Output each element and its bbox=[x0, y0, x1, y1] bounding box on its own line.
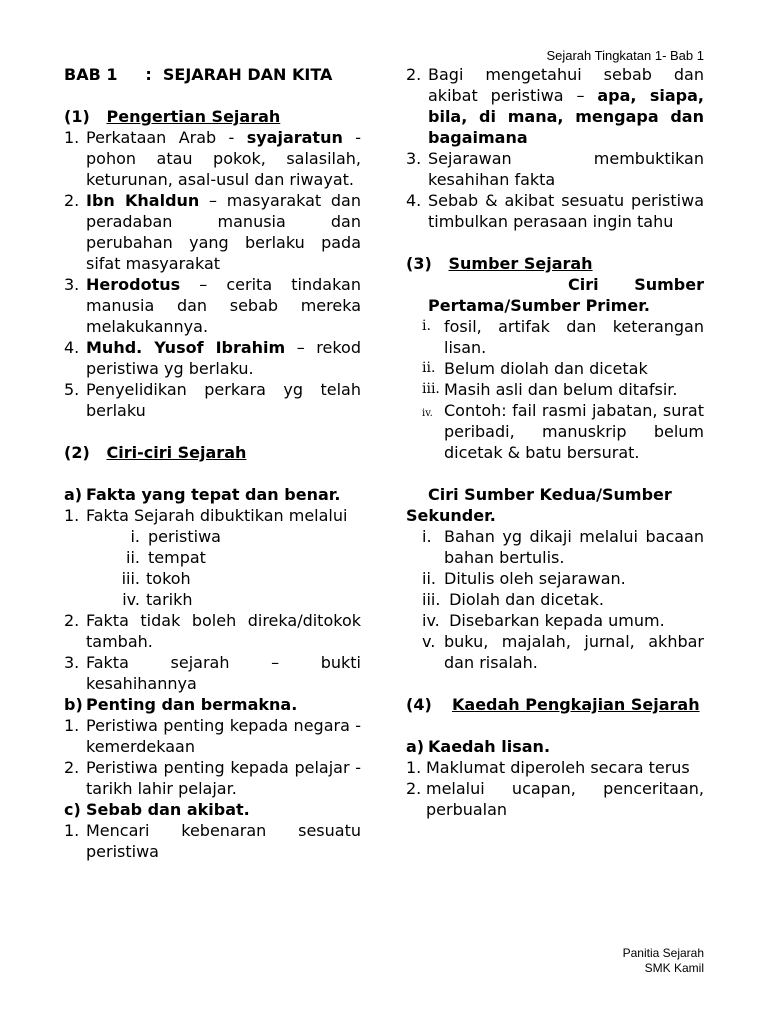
item-number: 4. bbox=[406, 191, 422, 210]
page-footer bbox=[623, 946, 704, 976]
sub-text: tokoh bbox=[146, 569, 191, 588]
item-text: Muhd. Yusof Ibrahim – rekod peristiwa yg berlaku. bbox=[86, 338, 361, 378]
sekunder-title: Ciri Sumber Kedua/Sumber Sekunder. bbox=[406, 485, 672, 525]
list-item bbox=[406, 379, 704, 400]
sub-label: c) bbox=[64, 800, 81, 819]
sub-text: Fakta yang tepat dan benar. bbox=[86, 485, 341, 504]
list-item bbox=[64, 337, 361, 379]
subheading-b bbox=[64, 694, 361, 715]
item-number: iii. bbox=[422, 381, 440, 397]
item-number: 3. bbox=[64, 275, 80, 294]
list-item bbox=[406, 64, 704, 148]
item-number: 5. bbox=[64, 380, 80, 399]
item-text: Peristiwa penting kepada pelajar - tarikh lahir pelajar. bbox=[86, 758, 361, 798]
item-number: 2. bbox=[64, 191, 80, 210]
sub-list-item bbox=[64, 589, 361, 610]
item-text: Fakta sejarah – bukti kesahihannya bbox=[86, 653, 361, 693]
list-item bbox=[64, 715, 361, 757]
sub-text: Sebab dan akibat. bbox=[86, 800, 250, 819]
list-item bbox=[406, 526, 704, 568]
section-title: Sumber Sejarah bbox=[448, 254, 593, 273]
item-number: 2. bbox=[64, 758, 80, 777]
sub-text: Kaedah lisan. bbox=[428, 737, 551, 756]
item-text: Belum diolah dan dicetak bbox=[444, 359, 648, 378]
section-heading-3 bbox=[406, 253, 704, 274]
item-number: 1. bbox=[64, 716, 80, 735]
item-text: Fakta tidak boleh direka/ditokok tambah. bbox=[86, 611, 361, 651]
item-text: Maklumat diperoleh secara terus bbox=[426, 758, 690, 777]
item-text: Peristiwa penting kepada negara - kemerdekaan bbox=[86, 716, 361, 756]
section-heading-4 bbox=[406, 694, 704, 715]
subheading-c bbox=[64, 799, 361, 820]
item-text: Ditulis oleh sejarawan. bbox=[444, 569, 626, 588]
sub-number: i. bbox=[130, 527, 140, 546]
list-item bbox=[64, 757, 361, 799]
item-text: Sebab & akibat sesuatu peristiwa timbulkan perasaan ingin tahu bbox=[428, 191, 704, 231]
sub-text: tarikh bbox=[146, 590, 193, 609]
chapter-name: SEJARAH DAN KITA bbox=[162, 65, 333, 84]
list-item bbox=[406, 400, 704, 463]
item-number: ii. bbox=[422, 569, 436, 588]
subheading-a bbox=[406, 736, 704, 757]
list-item bbox=[406, 631, 704, 673]
item-text: Disebarkan kepada umum. bbox=[444, 611, 665, 630]
sub-label: a) bbox=[406, 737, 425, 756]
list-item bbox=[406, 589, 704, 610]
subheading-a bbox=[64, 484, 361, 505]
item-number: ii. bbox=[422, 360, 436, 376]
item-number: iv. bbox=[422, 408, 433, 419]
footer-line-1: Panitia Sejarah bbox=[622, 946, 704, 960]
item-text: Ibn Khaldun – masyarakat dan peradaban manusia dan perubahan yang berlaku pada sifat masyarakat bbox=[86, 191, 362, 273]
section-number: (4) bbox=[406, 695, 432, 714]
sub-label: a) bbox=[64, 485, 83, 504]
list-item bbox=[406, 358, 704, 379]
section-title: Ciri-ciri Sejarah bbox=[106, 443, 247, 462]
section-title: Pengertian Sejarah bbox=[106, 107, 281, 126]
item-number: 1. bbox=[64, 821, 80, 840]
item-number: 1. bbox=[64, 128, 80, 147]
primer-title: Ciri Sumber Pertama/Sumber Primer. bbox=[428, 275, 704, 315]
item-number: 1. bbox=[406, 758, 422, 777]
item-number: 3. bbox=[406, 149, 422, 168]
section-title: Kaedah Pengkajian Sejarah bbox=[452, 695, 700, 714]
sub-number: iv. bbox=[122, 590, 140, 609]
section-heading-1 bbox=[64, 106, 361, 127]
chapter-title bbox=[64, 64, 361, 85]
right-column bbox=[406, 64, 704, 820]
list-item bbox=[64, 505, 361, 526]
item-number: 4. bbox=[64, 338, 80, 357]
item-number: 2. bbox=[64, 611, 80, 630]
list-item bbox=[64, 127, 361, 190]
page-header: Sejarah Tingkatan 1- Bab 1 bbox=[546, 48, 704, 63]
section-heading-2 bbox=[64, 442, 361, 463]
item-text: fosil, artifak dan keterangan lisan. bbox=[444, 317, 704, 357]
list-item bbox=[406, 316, 704, 358]
item-number: iii. bbox=[422, 590, 441, 609]
chapter-number: BAB 1 bbox=[64, 65, 118, 84]
sub-text: tempat bbox=[148, 548, 206, 567]
footer-line-2: SMK Kamil bbox=[644, 961, 704, 975]
list-item bbox=[406, 148, 704, 190]
list-item bbox=[64, 190, 361, 274]
list-item bbox=[406, 610, 704, 631]
item-text: Contoh: fail rasmi jabatan, surat peribadi, manuskrip belum dicetak & batu bersurat. bbox=[444, 401, 704, 462]
sub-list-item bbox=[64, 526, 361, 547]
item-number: 2. bbox=[406, 65, 422, 84]
item-number: iv. bbox=[422, 611, 440, 630]
sub-text: Penting dan bermakna. bbox=[86, 695, 298, 714]
section-number: (2) bbox=[64, 443, 90, 462]
item-number: v. bbox=[422, 632, 436, 651]
sub-number: ii. bbox=[126, 548, 140, 567]
list-item bbox=[64, 274, 361, 337]
item-text: Perkataan Arab - syajaratun - pohon atau pokok, salasilah, keturunan, asal-usul dan riwayat. bbox=[86, 128, 362, 189]
list-item bbox=[64, 610, 361, 652]
item-text: Fakta Sejarah dibuktikan melalui bbox=[86, 506, 348, 525]
item-number: 1. bbox=[64, 506, 80, 525]
list-item bbox=[64, 820, 361, 862]
item-text: Mencari kebenaran sesuatu peristiwa bbox=[86, 821, 361, 861]
item-number: 3. bbox=[64, 653, 80, 672]
list-item bbox=[406, 778, 704, 820]
item-number: i. bbox=[422, 527, 432, 546]
section-number: (1) bbox=[64, 107, 90, 126]
item-number: 2. bbox=[406, 779, 422, 798]
list-item bbox=[64, 652, 361, 694]
item-text: Masih asli dan belum ditafsir. bbox=[444, 380, 678, 399]
item-number: i. bbox=[422, 318, 431, 334]
sub-list-item bbox=[64, 568, 361, 589]
left-column bbox=[64, 64, 361, 862]
sub-text: peristiwa bbox=[148, 527, 221, 546]
item-text: melalui ucapan, penceritaan, perbualan bbox=[426, 779, 704, 819]
list-item bbox=[406, 568, 704, 589]
item-text: Herodotus – cerita tindakan manusia dan sebab mereka melakukannya. bbox=[86, 275, 361, 336]
list-item bbox=[406, 190, 704, 232]
item-text: Bagi mengetahui sebab dan akibat peristiwa – apa, siapa, bila, di mana, mengapa dan bagaimana bbox=[428, 65, 704, 147]
item-text: Diolah dan dicetak. bbox=[444, 590, 604, 609]
item-text: buku, majalah, jurnal, akhbar dan risalah. bbox=[444, 632, 704, 672]
list-item bbox=[64, 379, 361, 421]
sub-label: b) bbox=[64, 695, 83, 714]
list-item bbox=[406, 757, 704, 778]
item-text: Bahan yg dikaji melalui bacaan bahan bertulis. bbox=[444, 527, 704, 567]
item-text: Sejarawan membuktikan kesahihan fakta bbox=[428, 149, 704, 189]
title-separator: : bbox=[145, 65, 152, 84]
item-text: Penyelidikan perkara yg telah berlaku bbox=[86, 380, 361, 420]
section-number: (3) bbox=[406, 254, 432, 273]
sub-list-item bbox=[64, 547, 361, 568]
sub-number: iii. bbox=[121, 569, 140, 588]
